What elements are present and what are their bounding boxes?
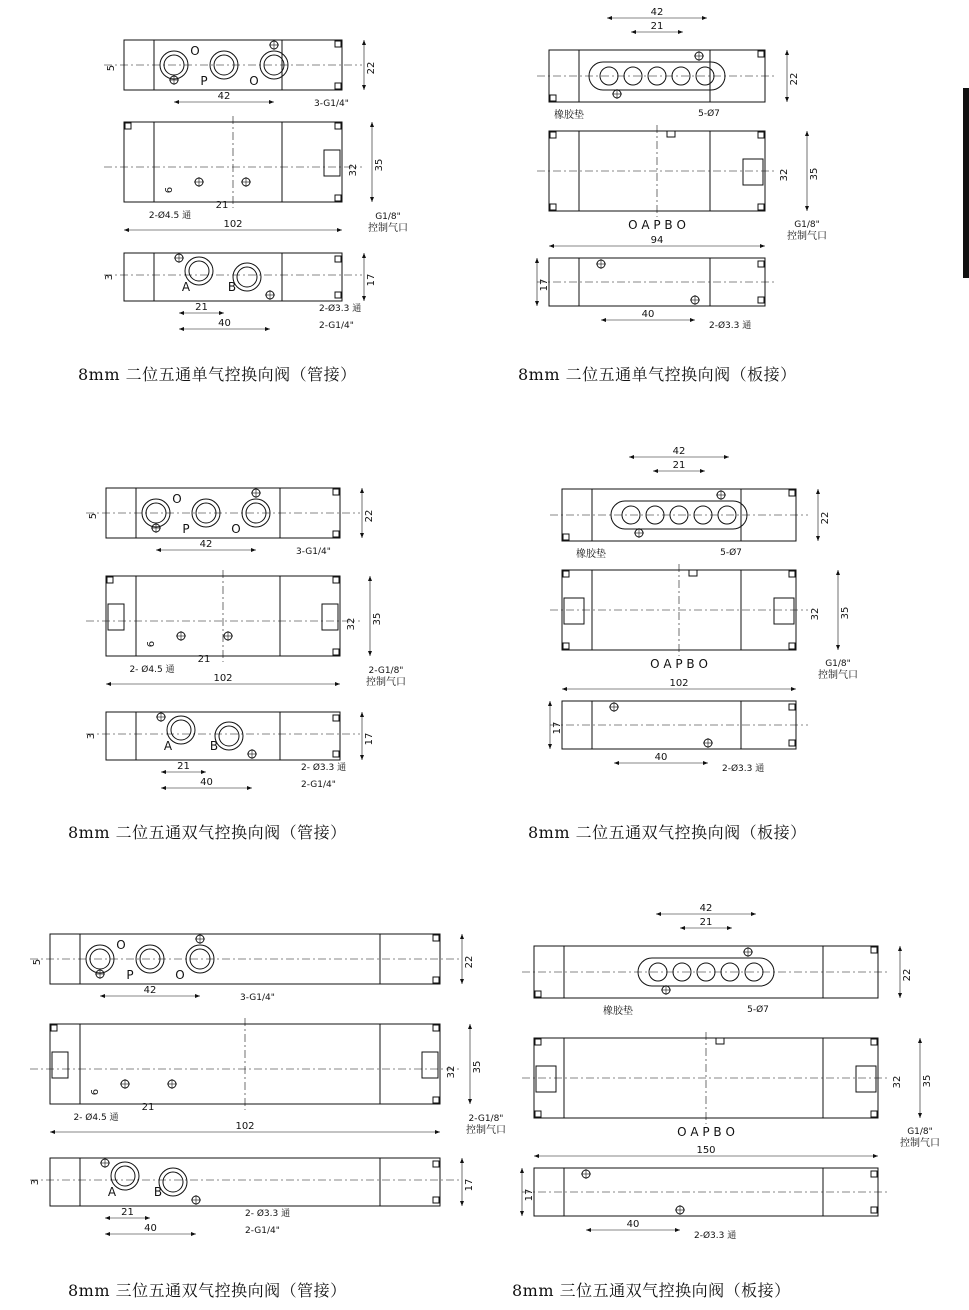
arrowhead: [179, 311, 184, 315]
arrowhead: [785, 50, 789, 55]
arrowhead: [100, 994, 105, 998]
port-label-O: O: [116, 938, 126, 952]
arrowhead: [678, 30, 683, 34]
page-edge-tab: [963, 88, 969, 278]
corner-mark: [433, 1025, 439, 1031]
arrowhead: [614, 761, 619, 765]
dimension-label: 32: [348, 163, 359, 177]
dimension-label: 17: [524, 1188, 535, 1202]
arrowhead: [161, 770, 166, 774]
dimension-label: 5-Ø7: [698, 109, 720, 119]
port-label-B: B: [227, 280, 237, 294]
dimension-label: 17: [366, 273, 377, 287]
dimension-label: 22: [464, 955, 475, 969]
corner-mark: [563, 643, 569, 649]
dimension-label: 102: [669, 678, 689, 689]
caption-drawing-2: 8mm 二位五通单气控换向阀（板接）: [518, 365, 797, 384]
port-label-O: O: [231, 522, 241, 536]
arrowhead: [520, 1211, 524, 1216]
control-port-right: [422, 1052, 438, 1078]
control-port-right: [856, 1066, 876, 1092]
corner-mark: [758, 204, 764, 210]
arrowhead: [191, 1232, 196, 1236]
arrowhead: [653, 469, 658, 473]
corner-mark: [789, 571, 795, 577]
dimension-label: 控制气口: [368, 223, 408, 234]
dimension-label: 5: [32, 958, 43, 966]
corner-mark: [871, 1039, 877, 1045]
control-port-left: [52, 1052, 68, 1078]
dimension-label: 2- Ø3.3 通: [301, 763, 347, 773]
arrowhead: [105, 1216, 110, 1220]
arrowhead: [50, 1130, 55, 1134]
caption-drawing-4: 8mm 二位五通双气控换向阀（板接）: [528, 823, 807, 842]
arrowhead: [791, 687, 796, 691]
dimension-label: 橡胶垫: [603, 1006, 633, 1017]
arrowhead: [751, 912, 756, 916]
valve-notch: [716, 1038, 724, 1044]
arrowhead: [335, 682, 340, 686]
arrowhead: [703, 761, 708, 765]
arrowhead: [727, 926, 732, 930]
arrowhead: [195, 994, 200, 998]
arrowhead: [265, 327, 270, 331]
dimension-label: 控制气口: [466, 1125, 506, 1136]
arrowhead: [601, 318, 606, 322]
dimension-label: 17: [552, 721, 563, 735]
dimension-label: 2-Ø3.3 通: [709, 321, 752, 331]
corner-mark: [433, 1097, 439, 1103]
dimension-label: 2- Ø4.5 通: [129, 665, 175, 675]
arrowhead: [898, 946, 902, 951]
arrowhead: [873, 1154, 878, 1158]
arrowhead: [360, 755, 364, 760]
arrowhead: [690, 318, 695, 322]
dimension-label: 42: [143, 985, 157, 996]
dimension-label: 3: [104, 273, 115, 281]
dimension-label: 5-Ø7: [747, 1005, 769, 1015]
dimension-label: 2-G1/4": [301, 780, 336, 790]
arrowhead: [362, 40, 366, 45]
port-label-B: B: [153, 1185, 163, 1199]
arrowhead: [549, 244, 554, 248]
arrowhead: [161, 786, 166, 790]
arrowhead: [805, 131, 809, 136]
corner-mark: [333, 715, 339, 721]
dimension-label: 橡胶垫: [576, 549, 606, 560]
dimension-label: G1/8": [907, 1127, 933, 1137]
dimension-label: 控制气口: [366, 677, 406, 688]
corner-mark: [333, 751, 339, 757]
arrowhead: [435, 1130, 440, 1134]
port-label-P: P: [182, 522, 190, 536]
port-A-inner: [115, 1166, 135, 1186]
dimension-label: 40: [144, 1223, 157, 1234]
control-port-right: [774, 598, 794, 624]
arrowhead: [360, 533, 364, 538]
dimension-label: 5: [88, 512, 99, 520]
corner-mark: [335, 195, 341, 201]
dimension-label: 6: [164, 186, 175, 194]
dimension-label: 6: [146, 640, 157, 648]
port-sequence: O A P B O: [628, 218, 686, 232]
corner-mark: [333, 577, 339, 583]
dimension-label: 3: [30, 1178, 41, 1186]
caption-drawing-6: 8mm 三位五通双气控换向阀（板接）: [512, 1281, 791, 1300]
dimension-label: 17: [364, 732, 375, 746]
arrowhead: [520, 1168, 524, 1173]
arrowhead: [700, 469, 705, 473]
arrowhead: [586, 1228, 591, 1232]
port-label-A: A: [107, 1185, 117, 1199]
dimension-label: 35: [840, 606, 851, 620]
corner-mark: [335, 256, 341, 262]
arrowhead: [368, 576, 372, 581]
corner-mark: [789, 740, 795, 746]
corner-mark: [789, 490, 795, 496]
arrowhead: [179, 327, 184, 331]
control-port-left: [108, 604, 124, 630]
dimension-label: 控制气口: [900, 1138, 940, 1149]
caption-drawing-1: 8mm 二位五通单气控换向阀（管接）: [78, 365, 357, 384]
dimension-label: 40: [218, 318, 231, 329]
arrowhead: [360, 488, 364, 493]
drawing-5: [30, 934, 506, 1236]
dimension-label: 102: [213, 673, 233, 684]
caption-drawing-3: 8mm 二位五通双气控换向阀（管接）: [68, 823, 347, 842]
dimension-label: 40: [641, 309, 655, 320]
corner-mark: [871, 1207, 877, 1213]
dimension-label: 35: [922, 1074, 933, 1088]
arrowhead: [362, 296, 366, 301]
dimension-label: 5-Ø7: [720, 548, 742, 558]
corner-mark: [550, 204, 556, 210]
arrowhead: [156, 548, 161, 552]
control-port-right: [324, 150, 340, 176]
dimension-label: 21: [215, 200, 229, 211]
corner-mark: [563, 534, 569, 540]
drawing-6: [520, 903, 940, 1241]
dimension-label: 32: [446, 1065, 457, 1079]
corner-mark: [550, 132, 556, 138]
dimension-label: G1/8": [794, 220, 820, 230]
dimension-label: 5: [106, 64, 117, 72]
control-port-right: [743, 159, 763, 185]
port-label-O: O: [172, 492, 182, 506]
corner-mark: [789, 643, 795, 649]
arrowhead: [460, 1201, 464, 1206]
port-sequence: O A P B O: [677, 1125, 735, 1139]
dimension-label: 21: [699, 917, 713, 928]
arrowhead: [362, 85, 366, 90]
corner-mark: [51, 1025, 57, 1031]
arrowhead: [675, 1228, 680, 1232]
corner-mark: [125, 123, 131, 129]
dimension-label: 22: [820, 511, 831, 525]
corner-mark: [333, 489, 339, 495]
arrowhead: [785, 97, 789, 102]
valve-notch: [689, 570, 697, 576]
dimension-label: 21: [141, 1102, 155, 1113]
port-A-inner: [171, 720, 191, 740]
dimension-label: 42: [650, 7, 664, 18]
dimension-label: G1/8": [825, 659, 851, 669]
dimension-label: 21: [197, 654, 211, 665]
arrowhead: [631, 30, 636, 34]
dimension-label: 35: [472, 1060, 483, 1074]
arrowhead: [360, 712, 364, 717]
corner-mark: [433, 1161, 439, 1167]
arrowhead: [898, 993, 902, 998]
dimension-label: 40: [200, 777, 213, 788]
port-label-B: B: [209, 739, 219, 753]
corner-mark: [871, 1171, 877, 1177]
dimension-label: 控制气口: [818, 670, 858, 681]
arrowhead: [337, 228, 342, 232]
arrowhead: [535, 258, 539, 263]
port-label-A: A: [163, 739, 173, 753]
arrowhead: [370, 122, 374, 127]
dimension-label: 94: [650, 235, 664, 246]
dimension-label: 2-G1/8": [368, 666, 404, 676]
dimension-label: 2-Ø3.3 通: [694, 1231, 737, 1241]
corner-mark: [758, 51, 764, 57]
dimension-label: 21: [650, 21, 664, 32]
dimension-label: 35: [374, 158, 385, 172]
control-port-left: [536, 1066, 556, 1092]
arrowhead: [269, 100, 274, 104]
drawing-4: [548, 446, 858, 774]
port-label-A: A: [181, 280, 191, 294]
arrowhead: [145, 1216, 150, 1220]
dimension-label: 42: [699, 903, 713, 914]
arrowhead: [816, 489, 820, 494]
corner-mark: [535, 1039, 541, 1045]
corner-mark: [535, 1111, 541, 1117]
dimension-label: 42: [199, 539, 213, 550]
control-port-left: [564, 598, 584, 624]
valve-notch: [667, 131, 675, 137]
dimension-label: 21: [177, 761, 190, 772]
dimension-label: 21: [672, 460, 686, 471]
arrowhead: [702, 16, 707, 20]
arrowhead: [460, 979, 464, 984]
arrowhead: [219, 311, 224, 315]
corner-mark: [758, 297, 764, 303]
arrowhead: [760, 244, 765, 248]
port-B-inner: [237, 267, 257, 287]
arrowhead: [370, 197, 374, 202]
dimension-label: 102: [235, 1121, 255, 1132]
port-label-O: O: [175, 968, 185, 982]
arrowhead: [468, 1024, 472, 1029]
arrowhead: [548, 744, 552, 749]
port-B-inner: [163, 1172, 183, 1192]
dimension-label: 3: [86, 732, 97, 740]
arrowhead: [534, 1154, 539, 1158]
corner-mark: [433, 977, 439, 983]
dimension-label: 22: [366, 61, 377, 75]
port-label-O: O: [249, 74, 259, 88]
dimension-label: 6: [90, 1088, 101, 1096]
corner-mark: [335, 83, 341, 89]
corner-mark: [550, 95, 556, 101]
corner-mark: [871, 947, 877, 953]
arrowhead: [548, 701, 552, 706]
port-B-inner: [219, 726, 239, 746]
arrowhead: [251, 548, 256, 552]
dimension-label: 42: [672, 446, 686, 457]
arrowhead: [460, 934, 464, 939]
bottom-view-body: [106, 712, 340, 760]
arrowhead: [106, 682, 111, 686]
arrowhead: [656, 912, 661, 916]
arrowhead: [724, 455, 729, 459]
dimension-label: 22: [364, 509, 375, 523]
corner-mark: [335, 123, 341, 129]
dimension-label: 17: [464, 1178, 475, 1192]
arrowhead: [629, 455, 634, 459]
arrowhead: [124, 228, 129, 232]
dimension-label: 控制气口: [787, 231, 827, 242]
drawing-1: [104, 40, 408, 331]
corner-mark: [333, 531, 339, 537]
arrowhead: [247, 786, 252, 790]
port-sequence: O A P B O: [650, 657, 708, 671]
corner-mark: [535, 991, 541, 997]
port-label-O: O: [190, 44, 200, 58]
dimension-label: 35: [809, 167, 820, 181]
dimension-label: 3-G1/4": [314, 99, 349, 109]
corner-mark: [789, 704, 795, 710]
dimension-label: 3-G1/4": [240, 993, 275, 1003]
control-port-right: [322, 604, 338, 630]
dimension-label: 150: [696, 1145, 716, 1156]
dimension-label: 2-G1/4": [319, 321, 354, 331]
dimension-label: 102: [223, 219, 243, 230]
arrowhead: [535, 301, 539, 306]
port-label-P: P: [200, 74, 208, 88]
drawing-3: [86, 488, 406, 790]
dimension-label: 2-Ø3.3 通: [722, 764, 765, 774]
arrowhead: [105, 1232, 110, 1236]
arrowhead: [918, 1038, 922, 1043]
dimension-label: 橡胶垫: [554, 110, 584, 121]
dimension-label: 32: [346, 617, 357, 631]
dimension-label: 2-Ø4.5 通: [148, 211, 192, 221]
arrowhead: [680, 926, 685, 930]
corner-mark: [758, 132, 764, 138]
arrowhead: [816, 536, 820, 541]
dimension-label: 21: [121, 1207, 134, 1218]
dimension-label: 2-G1/8": [468, 1114, 504, 1124]
arrowhead: [174, 100, 179, 104]
dimension-label: 17: [539, 278, 550, 292]
dimension-label: 2-G1/4": [245, 1226, 280, 1236]
dimension-label: 32: [892, 1075, 903, 1089]
caption-drawing-5: 8mm 三位五通双气控换向阀（管接）: [68, 1281, 347, 1300]
dimension-label: 22: [902, 968, 913, 982]
dimension-label: 42: [217, 91, 231, 102]
corner-mark: [433, 935, 439, 941]
dimension-label: 32: [810, 607, 821, 621]
dimension-label: 22: [789, 72, 800, 86]
arrowhead: [805, 206, 809, 211]
arrowhead: [460, 1158, 464, 1163]
corner-mark: [758, 261, 764, 267]
dimension-label: 21: [195, 302, 208, 313]
dimension-label: 35: [372, 612, 383, 626]
corner-mark: [433, 1197, 439, 1203]
dimension-label: 2-Ø3.3 通: [319, 304, 362, 314]
corner-mark: [335, 292, 341, 298]
arrowhead: [607, 16, 612, 20]
corner-mark: [335, 41, 341, 47]
drawing-2: [535, 7, 827, 331]
dimension-label: 3-G1/4": [296, 547, 331, 557]
arrowhead: [562, 687, 567, 691]
corner-mark: [563, 571, 569, 577]
corner-mark: [333, 649, 339, 655]
arrowhead: [362, 253, 366, 258]
arrowhead: [201, 770, 206, 774]
port-A-inner: [189, 261, 209, 281]
port-label-P: P: [126, 968, 134, 982]
corner-mark: [871, 1111, 877, 1117]
arrowhead: [836, 645, 840, 650]
arrowhead: [918, 1113, 922, 1118]
arrowhead: [368, 651, 372, 656]
dimension-label: 32: [779, 168, 790, 182]
dimension-label: 2- Ø3.3 通: [245, 1209, 291, 1219]
dimension-label: 2- Ø4.5 通: [73, 1113, 119, 1123]
arrowhead: [836, 570, 840, 575]
corner-mark: [107, 577, 113, 583]
arrowhead: [468, 1099, 472, 1104]
dimension-label: 40: [654, 752, 668, 763]
dimension-label: 40: [626, 1219, 640, 1230]
dimension-label: G1/8": [375, 212, 401, 222]
